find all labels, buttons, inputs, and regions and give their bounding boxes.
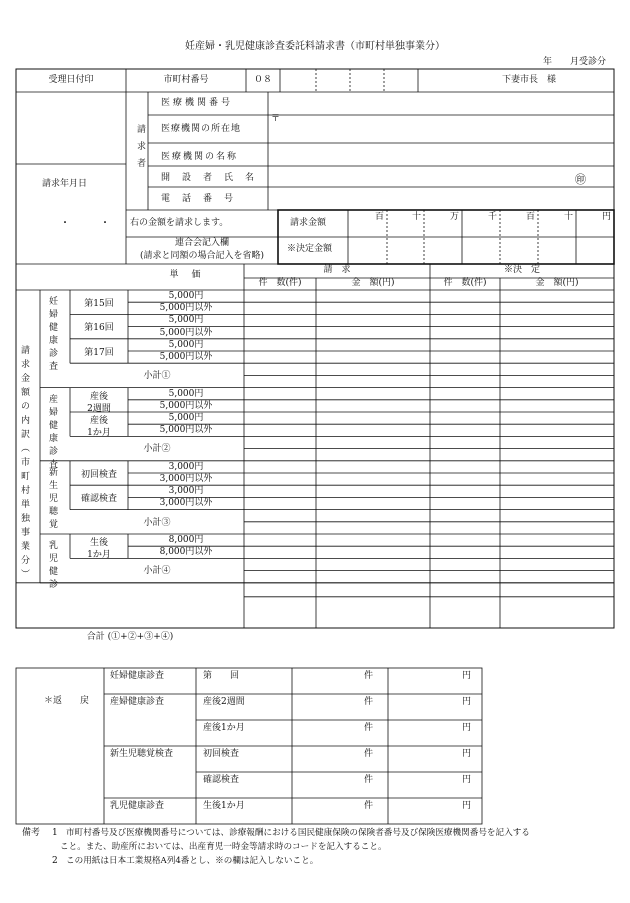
- receipt-month: 年 月受診分: [542, 57, 606, 67]
- group-label: 乳児健診: [47, 540, 57, 592]
- unit-price: 8,000円以外: [159, 547, 213, 558]
- item-name: 産後 1か月: [87, 416, 111, 439]
- remark-number: 1: [52, 828, 58, 838]
- claim-date-label: 請求年月日: [42, 179, 88, 189]
- subtotal-label: 小計④: [143, 566, 171, 577]
- return-category: 新生児聴覚検査: [110, 749, 174, 759]
- group-label: 産婦健康診査: [47, 393, 57, 472]
- founder-name-label: 開設者氏名: [161, 173, 267, 183]
- addressee: 下妻市長 様: [502, 75, 557, 85]
- unit-price: 5,000円: [168, 413, 204, 423]
- return-yen-unit: 円: [462, 723, 472, 733]
- return-label: ＊返 戻: [44, 696, 90, 706]
- unit-price: 5,000円以外: [159, 425, 213, 436]
- claimant-label: 請求者: [135, 124, 145, 175]
- return-border: [16, 668, 482, 824]
- item-name: 第17回: [84, 347, 114, 358]
- remarks-label: 備考: [22, 828, 41, 838]
- group-label: 新生児聴覚: [47, 466, 57, 532]
- amount-digit-label: 百: [375, 212, 385, 222]
- page-title: 妊産婦・乳児健康診査委託料請求書（市町村単独事業分）: [185, 41, 445, 52]
- return-item: 産後2週間: [203, 697, 245, 707]
- unit-price: 5,000円: [168, 315, 204, 326]
- claim-header: 請 求: [323, 265, 351, 275]
- subtotal-label: 小計①: [143, 371, 171, 382]
- decision-amount-header: 金 額(円): [535, 278, 579, 288]
- return-count-unit: 件: [364, 801, 374, 811]
- unit-price: 5,000円以外: [159, 303, 213, 314]
- return-yen-unit: 円: [462, 801, 472, 811]
- item-name: 生後 1か月: [87, 538, 111, 561]
- receipt-stamp-label: 受理日付印: [48, 75, 94, 85]
- postal-mark: 〒: [271, 114, 281, 124]
- return-item: 初回検査: [203, 749, 240, 759]
- claim-statement: 右の金額を請求します。: [130, 218, 229, 228]
- unit-price: 5,000円以外: [159, 400, 213, 411]
- remark-text: 市町村番号及び医療機関番号については、診療報酬における国民健康保険の保険者番号及び保険医療機関番号を記入する: [66, 828, 530, 838]
- institution-name-label: 医療機関の名称: [161, 152, 239, 162]
- claim-date-dots: ・ ・: [60, 218, 110, 229]
- amount-digit-label: 千: [488, 212, 498, 222]
- return-yen-unit: 円: [462, 697, 472, 707]
- liaison-note: (請求と同額の場合記入を省略): [139, 251, 265, 261]
- item-name: 産後 2週間: [87, 391, 111, 414]
- return-count-unit: 件: [364, 749, 374, 759]
- return-category: 妊婦健康診査: [110, 671, 165, 681]
- unit-price: 3,000円以外: [159, 474, 213, 484]
- return-category: 産婦健康診査: [110, 697, 165, 707]
- return-yen-unit: 円: [462, 671, 472, 681]
- amount-digit-label: 十: [412, 212, 422, 222]
- breakdown-side-label: 請求金額の内訳（市町村単独事業分）: [19, 345, 29, 583]
- item-name: 確認検査: [80, 494, 117, 505]
- municipality-number-label: 市町村番号: [163, 75, 209, 85]
- item-name: 第16回: [84, 323, 114, 334]
- amount-digit-label: 百: [526, 212, 536, 222]
- decided-amount-label: ※決定金額: [287, 244, 333, 254]
- subtotal-label: 小計③: [143, 517, 171, 528]
- return-item: 生後1か月: [203, 801, 245, 811]
- unit-price: 5,000円以外: [159, 327, 213, 338]
- claim-count-header: 件 数(件): [258, 278, 302, 288]
- item-name: 初回検査: [80, 469, 117, 480]
- unit-price: 8,000円: [168, 535, 204, 545]
- return-count-unit: 件: [364, 775, 374, 785]
- unit-price: 5,000円: [168, 339, 204, 350]
- claim-amount-label: 請求金額: [290, 218, 327, 228]
- unit-price: 5,000円以外: [159, 352, 213, 362]
- unit-price: 3,000円: [168, 461, 204, 472]
- unit-price-header: 単 価: [169, 270, 203, 280]
- group-label: 妊婦健康診査: [47, 296, 57, 374]
- institution-address-label: 医療機関の所在地: [161, 124, 242, 134]
- unit-price: 3,000円: [168, 486, 204, 497]
- liaison-label: 連合会記入欄: [174, 238, 229, 248]
- return-item: 産後1か月: [203, 723, 245, 733]
- institution-number-label: 医療機関番号: [161, 98, 234, 108]
- return-yen-unit: 円: [462, 775, 472, 785]
- decision-count-header: 件 数(件): [443, 278, 487, 288]
- remark-text: こと。また、助産所においては、出産育児一時金等請求時のコードを記入すること。: [60, 842, 387, 852]
- unit-price: 3,000円以外: [159, 498, 213, 509]
- return-item: 確認検査: [203, 775, 240, 785]
- unit-price: 5,000円: [168, 291, 204, 301]
- amount-digit-label: 十: [564, 212, 574, 222]
- municipality-prefix: ０８: [254, 75, 273, 85]
- remark-number: 2: [52, 856, 58, 866]
- return-count-unit: 件: [364, 723, 374, 733]
- unit-price: 5,000円: [168, 388, 204, 399]
- item-name: 第15回: [84, 299, 114, 309]
- return-yen-unit: 円: [462, 749, 472, 759]
- subtotal-label: 小計②: [143, 444, 171, 455]
- total-label: 合計 (①+②+③+④): [86, 632, 174, 642]
- return-item: 第 回: [203, 671, 240, 681]
- amount-digit-label: 万: [450, 212, 460, 222]
- return-count-unit: 件: [364, 671, 374, 681]
- phone-number-label: 電話番号: [161, 194, 246, 204]
- remark-text: この用紙は日本工業規格A列4番とし、※の欄は記入しないこと。: [66, 856, 319, 866]
- decision-header: ※決 定: [503, 265, 540, 275]
- return-count-unit: 件: [364, 697, 374, 707]
- return-category: 乳児健康診査: [110, 801, 165, 811]
- seal-mark: ㊞: [575, 173, 586, 186]
- claim-amount-header: 金 額(円): [351, 278, 395, 288]
- amount-digit-label: 円: [602, 212, 612, 222]
